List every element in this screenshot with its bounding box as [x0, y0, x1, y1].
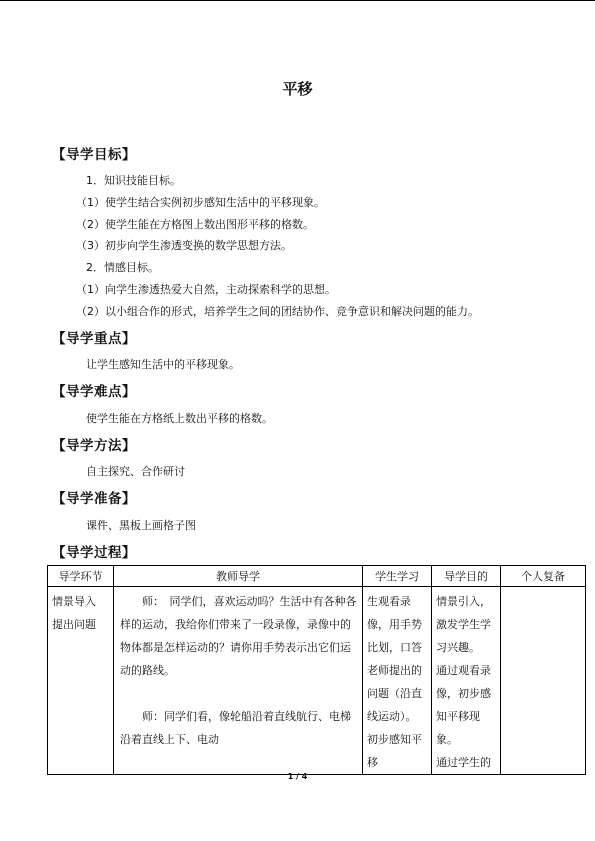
review-cell [501, 587, 586, 775]
student-line: 线运动）。 [367, 710, 417, 723]
goal-line: （2）以小组合作的形式，培养学生之间的团结协作、竞争意识和解决问题的能力。 [76, 305, 479, 318]
col-header-stage: 导学环节 [48, 566, 114, 587]
student-line: 生观看录 [367, 595, 411, 608]
goal-line: （3）初步向学生渗透变换的数学思想方法。 [76, 239, 292, 252]
document-title: 平移 [282, 80, 313, 98]
stage-cell [48, 587, 114, 775]
col-header-student: 学生学习 [363, 566, 432, 587]
student-line: 初步感知平 [367, 733, 422, 746]
preparation-text: 课件、黑板上画格子图 [86, 519, 196, 532]
student-line: 老师提出的 [367, 664, 422, 677]
heading-process: 【导学过程】 [52, 545, 136, 561]
goal-line: （1）使学生结合实例初步感知生活中的平移现象。 [76, 196, 325, 209]
teacher-paragraph: 师： 同学们，喜欢运动吗？生活中有各种各样的运动，我给你们带来了一段录像，录像中的物体都是怎样运动的？请你用手势表示出它们运动的路线。 [120, 595, 357, 677]
student-line: 像，用手势 [367, 618, 422, 631]
heading-preparation: 【导学准备】 [52, 491, 136, 507]
table-row [48, 587, 586, 775]
student-cell [363, 587, 432, 775]
col-header-review: 个人复备 [501, 566, 586, 587]
heading-difficulty: 【导学难点】 [52, 384, 136, 400]
goal-line: 1．知识技能目标。 [86, 174, 181, 187]
purpose-line: 通过观看录 [436, 664, 491, 677]
goal-line: 2．情感目标。 [86, 261, 159, 274]
stage-line: 提出问题 [52, 618, 96, 631]
heading-key-point: 【导学重点】 [52, 331, 136, 347]
purpose-line: 习兴趣。 [436, 641, 480, 654]
heading-goals: 【导学目标】 [52, 147, 136, 163]
page-number: 1 / 4 [287, 772, 308, 781]
purpose-line: 像，初步感 [436, 687, 491, 700]
table-header-row [48, 566, 586, 587]
student-line: 比划，口答 [367, 641, 422, 654]
purpose-line: 情景引入， [436, 595, 491, 608]
lesson-process-table [47, 565, 586, 775]
teacher-paragraph: 师：同学们看，像轮船沿着直线航行、电梯沿着直线上下、电动 [120, 710, 351, 746]
method-text: 自主探究、合作研讨 [86, 465, 185, 478]
top-border-line [0, 0, 595, 1]
col-header-purpose: 导学目的 [432, 566, 501, 587]
purpose-cell [432, 587, 501, 775]
teacher-cell [114, 587, 363, 775]
goal-line: （2）使学生能在方格图上数出图形平移的格数。 [76, 218, 314, 231]
student-line: 移 [367, 756, 378, 769]
purpose-line: 象。 [436, 733, 458, 746]
student-line: 问题（沿直 [367, 687, 422, 700]
col-header-teacher: 教师导学 [114, 566, 363, 587]
difficulty-text: 使学生能在方格纸上数出平移的格数。 [86, 412, 273, 425]
stage-line: 情景导入 [52, 595, 96, 608]
purpose-line: 知平移现 [436, 710, 480, 723]
purpose-line: 通过学生的 [436, 756, 491, 769]
purpose-line: 激发学生学 [436, 618, 491, 631]
goal-line: （1）向学生渗透热爱大自然，主动探索科学的思想。 [76, 283, 336, 296]
heading-method: 【导学方法】 [52, 438, 136, 454]
key-point-text: 让学生感知生活中的平移现象。 [86, 358, 240, 371]
